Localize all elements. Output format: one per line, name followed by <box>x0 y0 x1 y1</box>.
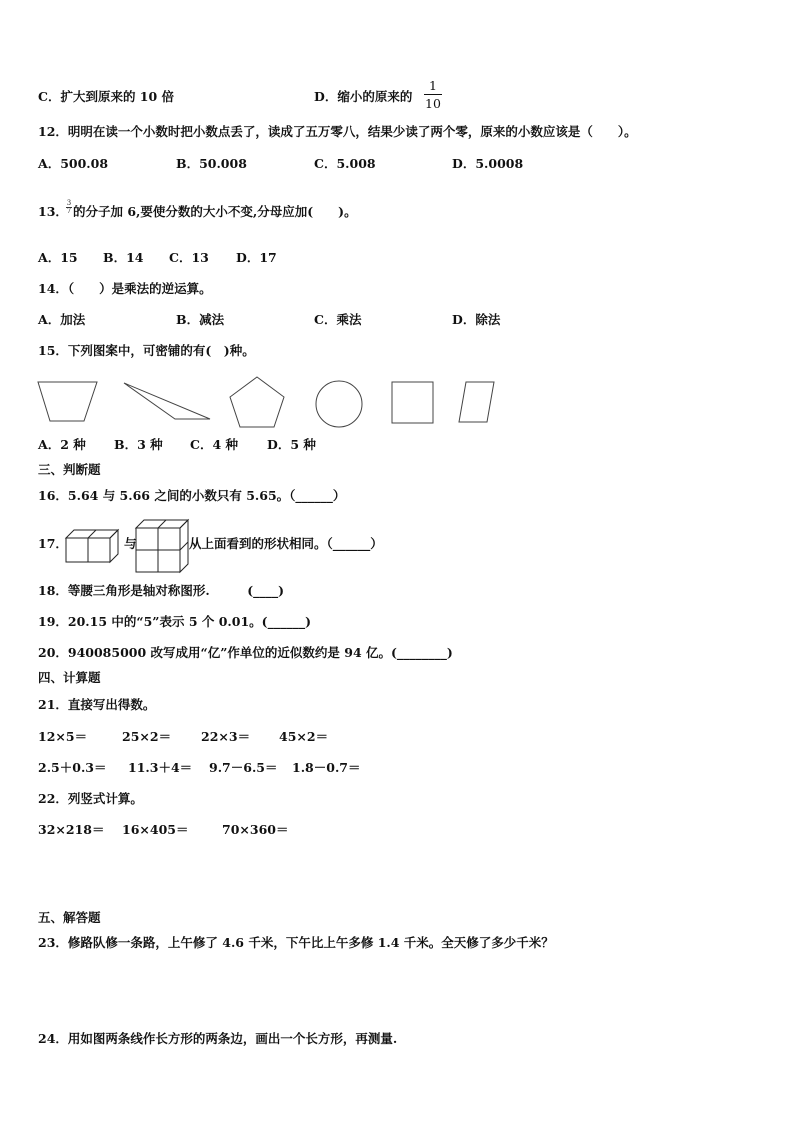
triangle-shape <box>124 383 210 419</box>
q15-option-d[interactable]: D．5 种 <box>267 437 316 452</box>
two-cube-figure <box>66 530 118 562</box>
fraction-numerator: 3 <box>66 199 72 207</box>
q21-item: 12×5＝ <box>38 729 88 744</box>
section-4-title: 四、计算题 <box>38 670 101 685</box>
four-cube-figure <box>136 520 188 572</box>
q13-option-d[interactable]: D．17 <box>236 250 277 265</box>
q15-shapes <box>0 375 794 435</box>
q14-option-c[interactable]: C．乘法 <box>314 312 362 327</box>
circle-shape <box>316 381 362 427</box>
square-shape <box>392 382 433 423</box>
q22-item: 70×360＝ <box>222 822 289 837</box>
q15-option-a[interactable]: A．2 种 <box>38 437 86 452</box>
parallelogram-shape <box>459 382 494 422</box>
q23: 23．修路队修一条路，上午修了 4.6 千米，下午比上午多修 1.4 千米。全天修了多少千米？ <box>38 935 554 950</box>
q12-option-a[interactable]: A．500.08 <box>38 156 109 171</box>
q13-option-c[interactable]: C．13 <box>169 250 209 265</box>
q21-item: 2.5＋0.3＝ <box>38 760 107 775</box>
q16: 16．5.64 与 5.66 之间的小数只有 5.65。（______） <box>38 488 346 503</box>
q13-option-a[interactable]: A．15 <box>38 250 78 265</box>
q12-option-c[interactable]: C．5.008 <box>314 156 376 171</box>
q22-item: 16×405＝ <box>122 822 189 837</box>
trapezoid-shape <box>38 382 97 421</box>
q12-stem: 12．明明在读一个小数时把小数点丢了，读成了五万零八，结果少读了两个零，原来的小数应该是（ ）。 <box>38 124 637 139</box>
q13-option-b[interactable]: B．14 <box>103 250 144 265</box>
q21-item: 25×2＝ <box>122 729 172 744</box>
q21-item: 9.7－6.5＝ <box>209 760 278 775</box>
q13-number: 13． <box>38 204 68 219</box>
section-3-title: 三、判断题 <box>38 462 101 477</box>
q24: 24．用如图两条线作长方形的两条边，画出一个长方形，再测量. <box>38 1031 398 1046</box>
q22-stem: 22．列竖式计算。 <box>38 791 143 806</box>
q17-stem: 从上面看到的形状相同。（______） <box>189 536 383 551</box>
q14-option-b[interactable]: B．减法 <box>176 312 225 327</box>
q15-option-c[interactable]: C．4 种 <box>190 437 238 452</box>
q11-option-d-fraction <box>424 78 442 111</box>
q13-stem: 的分子加 6,要使分数的大小不变,分母应加( )。 <box>73 204 357 219</box>
q15-stem: 15．下列图案中，可密铺的有( )种。 <box>38 343 255 358</box>
q19: 19．20.15 中的“5”表示 5 个 0.01。(______) <box>38 614 311 629</box>
fraction-denominator: 7 <box>66 207 72 215</box>
q11-option-d[interactable]: D．缩小的原来的 <box>314 89 413 104</box>
q21-item: 1.8－0.7＝ <box>292 760 361 775</box>
q21-item: 11.3＋4＝ <box>128 760 193 775</box>
q21-item: 45×2＝ <box>279 729 329 744</box>
q12-option-b[interactable]: B．50.008 <box>176 156 247 171</box>
fraction-denominator: 10 <box>425 96 441 111</box>
q22-item: 32×218＝ <box>38 822 105 837</box>
fraction-numerator: 1 <box>429 78 437 93</box>
q14-stem: 14．（ ）是乘法的逆运算。 <box>38 281 212 296</box>
q21-item: 22×3＝ <box>201 729 251 744</box>
q20: 20．940085000 改写成用“亿”作单位的近似数约是 94 亿。(________) <box>38 645 453 660</box>
q21-stem: 21．直接写出得数。 <box>38 697 156 712</box>
q11-option-c[interactable]: C．扩大到原来的 10 倍 <box>38 89 175 104</box>
q13-fraction <box>66 200 72 215</box>
q15-option-b[interactable]: B．3 种 <box>114 437 163 452</box>
q12-option-d[interactable]: D．5.0008 <box>452 156 524 171</box>
q18: 18．等腰三角形是轴对称图形. (____) <box>38 583 285 598</box>
q14-option-a[interactable]: A．加法 <box>38 312 86 327</box>
pentagon-shape <box>230 377 284 427</box>
q17-number: 17． <box>38 536 68 551</box>
q14-option-d[interactable]: D．除法 <box>452 312 501 327</box>
section-5-title: 五、解答题 <box>38 910 101 925</box>
q17-connector: 与 <box>124 536 137 551</box>
